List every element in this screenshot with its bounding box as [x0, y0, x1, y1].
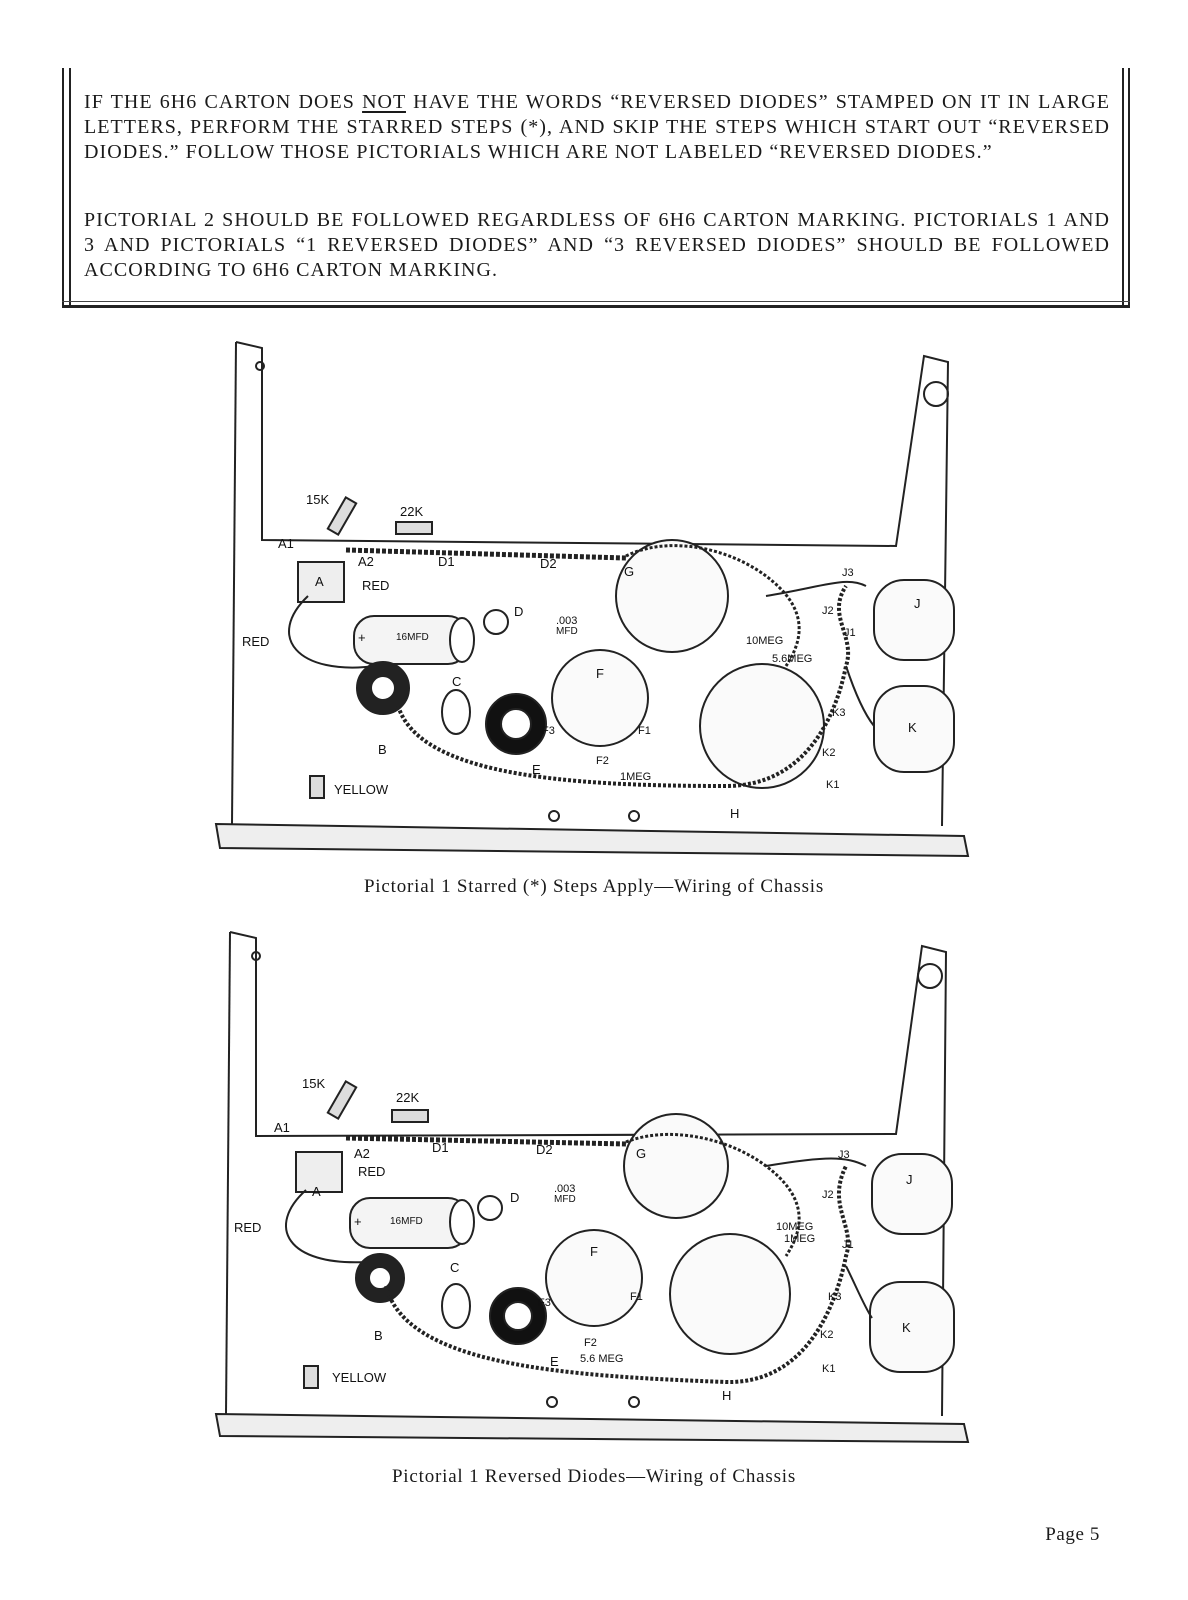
label-socket-b: B — [378, 742, 387, 757]
label-a1: A1 — [278, 536, 294, 551]
reversed-diodes-notice — [62, 68, 1130, 308]
label-socket-h: H — [722, 1388, 732, 1403]
label-16mfd: 16MFD — [396, 632, 429, 643]
label-1meg: 1MEG — [620, 771, 652, 783]
notice-emphasis: NOT — [362, 91, 406, 113]
label-socket-a: A — [312, 1184, 321, 1199]
label-socket-k: K — [908, 720, 917, 735]
label-j2: J2 — [822, 605, 834, 617]
label-d2: D2 — [540, 556, 557, 571]
label-5-6meg: 5.6 MEG — [580, 1353, 624, 1365]
figure-1-caption: Pictorial 1 Starred (*) Steps Apply—Wiring of Chassis — [363, 876, 825, 897]
label-j1: J1 — [844, 627, 856, 639]
label-yellow: YELLOW — [334, 782, 389, 797]
label-f1: F1 — [638, 725, 651, 737]
label-k2: K2 — [820, 1329, 834, 1341]
label-red: RED — [242, 634, 270, 649]
label-plus: + — [358, 630, 366, 645]
box-rule — [62, 68, 64, 308]
label-10meg: 10MEG — [746, 635, 784, 647]
label-16mfd: 16MFD — [390, 1216, 423, 1227]
label-f3: F3 — [538, 1297, 551, 1309]
label-f3: F3 — [542, 725, 555, 737]
box-rule — [1128, 68, 1130, 308]
label-a2: A2 — [358, 554, 374, 569]
page-number: Page 5 — [1045, 1524, 1100, 1545]
label-red: RED — [358, 1164, 386, 1179]
label-15k: 15K — [306, 492, 330, 507]
box-rule — [62, 305, 1130, 308]
pictorial-1-starred-figure — [206, 336, 984, 866]
label-socket-f: F — [596, 666, 604, 681]
label-003: .003 — [556, 615, 578, 627]
label-k1: K1 — [822, 1363, 836, 1375]
label-socket-c: C — [452, 674, 462, 689]
notice-text: HAVE THE WORDS “REVERSED DIODES” STAMPED ON IT IN LARGE LETTERS, PERFORM THE STARRED STEPS (*), AND SKIP THE STEPS WHICH START OUT “REVERSED DIODES.” FOLLOW THOSE PICTORIALS WHICH ARE NOT LABELED “REVERSED DIODES.” — [84, 91, 1110, 163]
label-d2: D2 — [536, 1142, 553, 1157]
notice-text: IF THE 6H6 CARTON DOES — [84, 91, 363, 113]
label-10meg: 10MEG — [776, 1221, 814, 1233]
label-d1: D1 — [438, 554, 455, 569]
label-socket-j: J — [914, 596, 921, 611]
label-f2: F2 — [584, 1337, 597, 1349]
label-socket-a: A — [315, 574, 324, 589]
box-rule — [69, 68, 71, 308]
box-rule — [62, 301, 1130, 302]
label-socket-k: K — [902, 1320, 911, 1335]
label-22k: 22K — [396, 1090, 420, 1105]
label-socket-f: F — [590, 1244, 598, 1259]
chassis-wiring-illustration — [206, 926, 984, 1456]
label-socket-d: D — [510, 1190, 520, 1205]
label-j3: J3 — [838, 1149, 850, 1161]
label-socket-b: B — [374, 1328, 383, 1343]
box-rule — [1122, 68, 1124, 308]
label-socket-j: J — [906, 1172, 913, 1187]
label-k2: K2 — [822, 747, 836, 759]
label-mfd: MFD — [556, 626, 578, 637]
notice-paragraph-1 — [84, 90, 1110, 165]
label-22k: 22K — [400, 504, 424, 519]
label-socket-d: D — [514, 604, 524, 619]
label-a2: A2 — [354, 1146, 370, 1161]
label-a1: A1 — [274, 1120, 290, 1135]
label-j1: J1 — [842, 1239, 854, 1251]
label-j3: J3 — [842, 567, 854, 579]
label-15k: 15K — [302, 1076, 326, 1091]
label-5-6meg: 5.6MEG — [772, 653, 813, 665]
label-mfd: MFD — [554, 1194, 576, 1205]
label-k3: K3 — [828, 1291, 842, 1303]
label-socket-g: G — [636, 1146, 647, 1161]
pictorial-1-reversed-diodes-figure — [206, 926, 984, 1456]
label-socket-e: E — [550, 1354, 559, 1369]
chassis-wiring-illustration — [206, 336, 984, 866]
label-plus: + — [354, 1214, 362, 1229]
label-red: RED — [234, 1220, 262, 1235]
label-socket-e: E — [532, 762, 541, 777]
label-1meg: 1MEG — [784, 1233, 816, 1245]
label-j2: J2 — [822, 1189, 834, 1201]
label-003: .003 — [554, 1183, 576, 1195]
label-red: RED — [362, 578, 390, 593]
label-f1: F1 — [630, 1291, 643, 1303]
notice-paragraph-2: PICTORIAL 2 SHOULD BE FOLLOWED REGARDLESS OF 6H6 CARTON MARKING. PICTORIALS 1 AND 3 AND PICTORIALS “1 REVERSED DIODES” AND “3 REVERSED DIODES” SHOULD BE FOLLOWED ACCORDING TO 6H6 CARTON MARKING. — [84, 209, 1110, 281]
label-socket-c: C — [450, 1260, 460, 1275]
label-socket-h: H — [730, 806, 740, 821]
label-socket-g: G — [624, 564, 635, 579]
label-k1: K1 — [826, 779, 840, 791]
label-yellow: YELLOW — [332, 1370, 387, 1385]
label-d1: D1 — [432, 1140, 449, 1155]
label-f2: F2 — [596, 755, 609, 767]
figure-2-caption: Pictorial 1 Reversed Diodes—Wiring of Chassis — [391, 1466, 797, 1487]
label-k3: K3 — [832, 707, 846, 719]
